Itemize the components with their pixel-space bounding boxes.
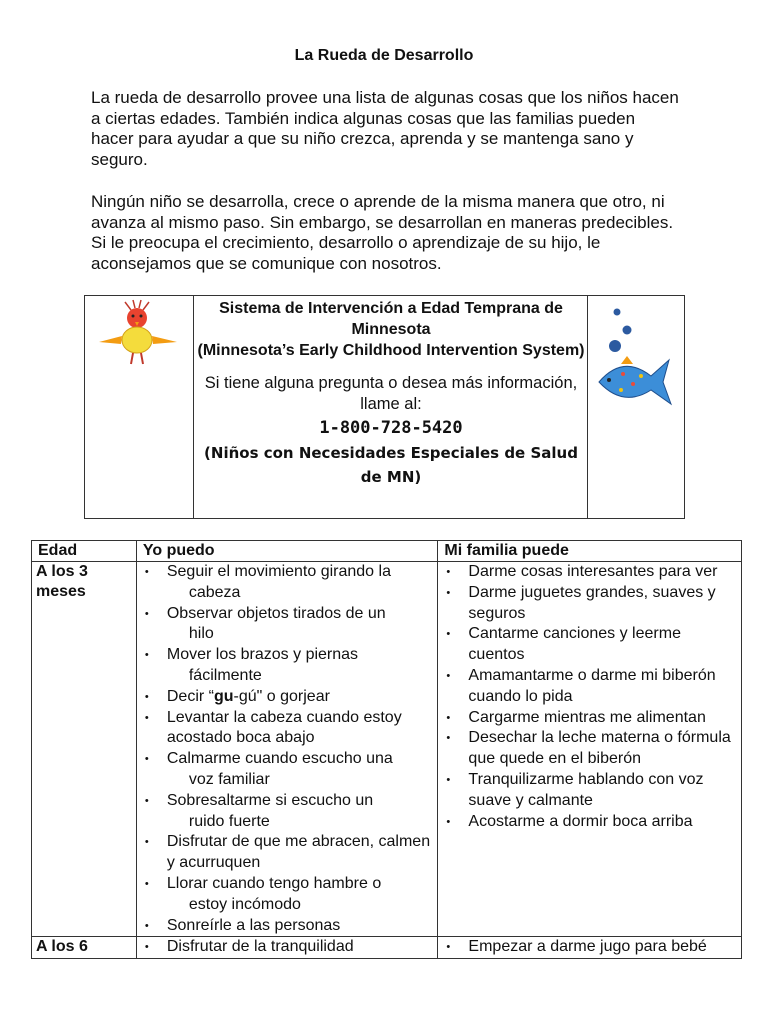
mi-familia-puede-cell (438, 562, 742, 937)
list-item: • Sobresaltarme si escucho un ruido fuerte (141, 791, 438, 833)
header-mi-familia-puede: Mi familia puede (438, 541, 742, 562)
contact-prompt: Si tiene alguna pregunta o desea más información, llame al: (204, 374, 578, 413)
info-box (84, 295, 685, 519)
intro-paragraph-1: La rueda de desarrollo provee una lista de algunas cosas que los niños hacen a ciertas edades. También indica algunas cosas que las familias pueden hacer para ayudar a que su niño crezca, aprenda y se mantenga sano y seguro. (91, 88, 679, 169)
list-item: • Decir “gu-gú" o gorjear (141, 687, 438, 708)
list-item: • Observar objetos tirados de un hilo (141, 604, 438, 646)
age-cell: A los 3 meses (32, 562, 137, 937)
development-table (31, 540, 742, 959)
list-item: • Mover los brazos y piernas fácilmente (141, 645, 438, 687)
phone-number: 1-800-728-5420 (319, 418, 463, 438)
list-item: • Cargarme mientras me alimentan (442, 708, 741, 729)
table-header-row (32, 541, 742, 562)
list-item: • Disfrutar de la tranquilidad (141, 937, 438, 958)
program-heading: Sistema de Intervención a Edad Temprana de Minnesota (219, 300, 563, 338)
list-item: • Cantarme canciones y leerme cuentos (442, 624, 741, 666)
table-row (32, 937, 742, 959)
list-item: • Empezar a darme jugo para bebé (442, 937, 741, 958)
yo-puedo-cell (136, 937, 438, 959)
yo-puedo-cell (136, 562, 438, 937)
fish-illustration-icon (593, 304, 679, 414)
table-row (32, 562, 742, 937)
list-item: • Calmarme cuando escucho una voz familiar (141, 749, 438, 791)
intro-paragraph-2: Ningún niño se desarrolla, crece o aprende de la misma manera que otro, ni avanza al mismo paso. Sin embargo, se desarrollan en maneras predecibles. Si le preocupa el crecimiento, desarrollo o aprendizaje de su hijo, le aconsejamos que se comunique con nosotros. (91, 192, 674, 273)
bird-illustration-icon (91, 298, 187, 368)
list-item: • Llorar cuando tengo hambre o estoy incómodo (141, 874, 438, 916)
list-item: • Acostarme a dormir boca arriba (442, 812, 741, 833)
list-item: • Sonreírle a las personas (141, 916, 438, 937)
header-yo-puedo: Yo puedo (136, 541, 438, 562)
list-item: • Seguir el movimiento girando la cabeza (141, 562, 438, 604)
mi-familia-puede-cell (438, 937, 742, 959)
list-item: • Desechar la leche materna o fórmula que quede en el biberón (442, 728, 741, 770)
age-cell: A los 6 (32, 937, 137, 959)
list-item: • Tranquilizarme hablando con voz suave y calmante (442, 770, 741, 812)
list-item: • Darme juguetes grandes, suaves y seguros (442, 583, 741, 625)
list-item: • Amamantarme o darme mi biberón cuando lo pida (442, 666, 741, 708)
page-title: La Rueda de Desarrollo (294, 47, 474, 64)
list-item: • Disfrutar de que me abracen, calmen y acurruquen (141, 832, 438, 874)
list-item: • Darme cosas interesantes para ver (442, 562, 741, 583)
program-heading-english: (Minnesota’s Early Childhood Intervention System) (197, 342, 585, 359)
list-item: • Levantar la cabeza cuando estoy acostado boca abajo (141, 708, 438, 750)
program-name: (Niños con Necesidades Especiales de Salud de MN) (204, 444, 578, 486)
header-edad: Edad (32, 541, 137, 562)
